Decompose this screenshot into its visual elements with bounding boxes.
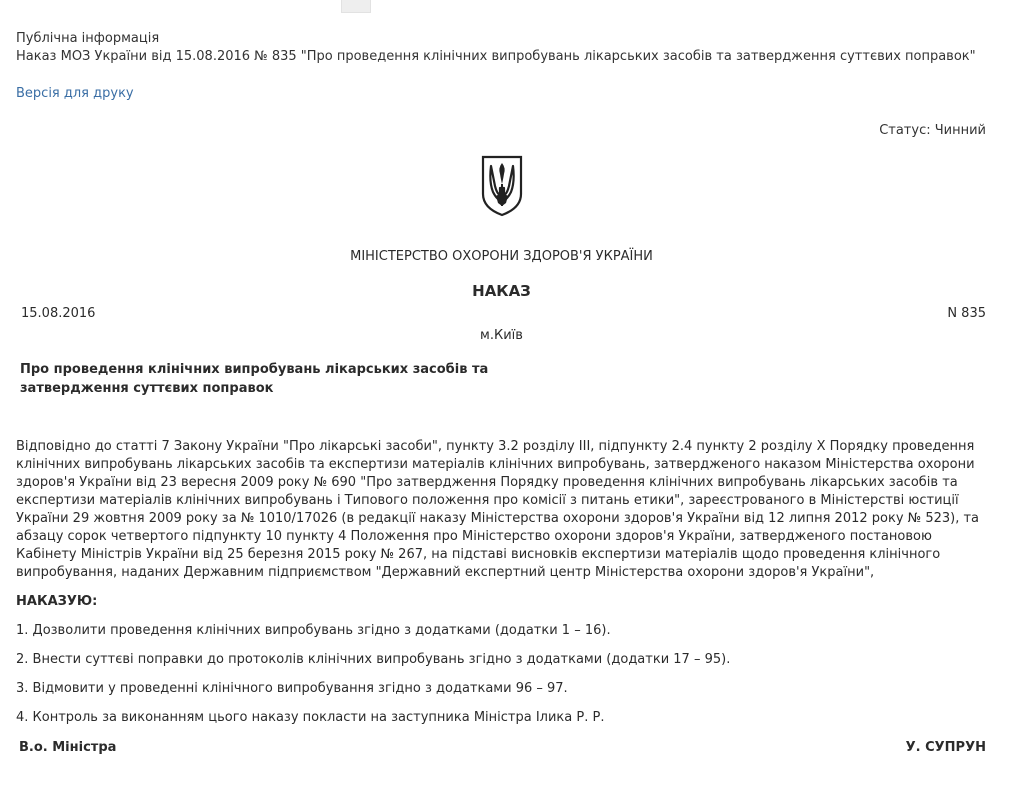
- signature-position: В.о. Міністра: [19, 740, 117, 755]
- breadcrumb-document-title: Наказ МОЗ України від 15.08.2016 № 835 "Про проведення клінічних випробувань лікарських засобів та затвердження суттєвих поправок": [16, 49, 976, 64]
- order-city: м.Київ: [480, 328, 523, 343]
- order-item-3: 3. Відмовити у проведенні клінічного випробування згідно з додатками 96 – 97.: [16, 681, 568, 696]
- trident-coat-of-arms-icon: [479, 154, 525, 217]
- order-item-4: 4. Контроль за виконанням цього наказу покласти на заступника Міністра Ілика Р. Р.: [16, 710, 605, 725]
- signature-name: У. СУПРУН: [905, 740, 986, 755]
- order-number: N 835: [947, 306, 986, 321]
- order-date: 15.08.2016: [21, 306, 96, 321]
- top-tab-stub: [341, 0, 371, 13]
- status-badge: Статус: Чинний: [879, 123, 986, 138]
- order-heading: НАКАЗ: [472, 282, 531, 300]
- order-item-2: 2. Внести суттєві поправки до протоколів клінічних випробувань згідно з додатками (додатки 17 – 95).: [16, 652, 731, 667]
- ministry-name: МІНІСТЕРСТВО ОХОРОНИ ЗДОРОВ'Я УКРАЇНИ: [350, 249, 653, 264]
- decree-word: НАКАЗУЮ:: [16, 594, 98, 609]
- order-item-1: 1. Дозволити проведення клінічних випробувань згідно з додатками (додатки 1 – 16).: [16, 623, 611, 638]
- preamble-paragraph: Відповідно до статті 7 Закону України "Про лікарські засоби", пункту 3.2 розділу III, підпункту 2.4 пункту 2 розділу X Порядку проведення клінічних випробувань лікарських засобів та експертизи матеріалів клінічних випробувань, затвердженого наказом Міністерства охорони здоров'я України від 23 вересня 2009 року № 690 "Про затвердження Порядку проведення клінічних випробувань лікарських засобів та експертизи матеріалів клінічних випробувань і Типового положення про комісії з питань етики", зареєстрованого в Міністерстві юстиції України 29 жовтня 2009 року за № 1010/17026 (в редакції наказу Міністерства охорони здоров'я України від 12 липня 2012 року № 523), та абзацу сорок четвертого підпункту 10 пункту 4 Положення про Міністерство охорони здоров'я України, затвердженого постановою Кабінету Міністрів України від 25 березня 2015 року № 267, на підставі висновків експертизи матеріалів щодо проведення клінічного випробування, наданих Державним підприємством "Державний експертний центр Міністерства охорони здоров'я України",: [16, 439, 980, 580]
- breadcrumb-section: Публічна інформація: [16, 31, 160, 46]
- document-title: Про проведення клінічних випробувань лікарських засобів та затвердження суттєвих поправок: [20, 362, 489, 396]
- print-version-link[interactable]: Версія для друку: [16, 86, 134, 101]
